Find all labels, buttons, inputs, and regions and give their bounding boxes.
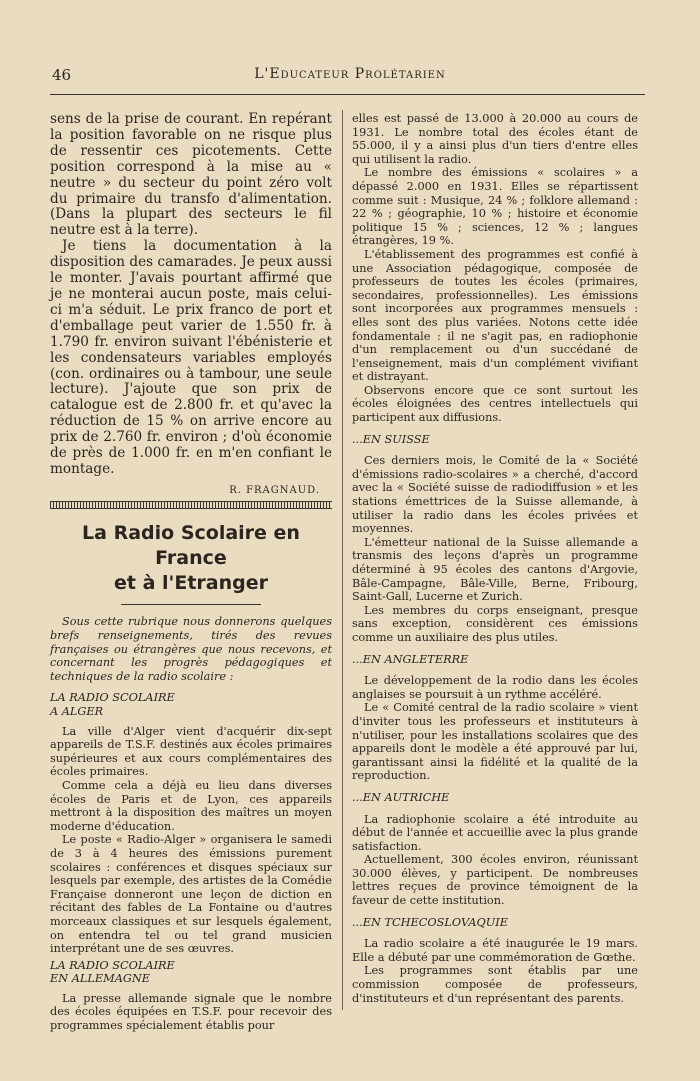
article-paragraph: Les membres du corps enseignant, presque sans exception, considèrent ces émissions comme un auxiliaire des plus utiles. bbox=[352, 603, 638, 644]
section-heading-alger bbox=[50, 691, 332, 718]
section-heading-allemagne bbox=[50, 959, 332, 986]
running-title: L'Educateur Prolétarien bbox=[254, 66, 446, 82]
page-number: 46 bbox=[52, 66, 72, 84]
article-paragraph: Actuellement, 300 écoles environ, réunissant 30.000 élèves, y participent. De nombreuses lettres reçues de province témoignent de la faveur de cette institution. bbox=[352, 853, 638, 908]
article-paragraph: sens de la prise de courant. En repérant la position favorable on ne risque plus de ressentir ces picotements. Cette position correspond à la mise au « neutre » du secteur du point zéro volt du primaire du transfo d'alimentation. (Dans la plupart des secteurs le fil neutre est à la terre). bbox=[50, 111, 332, 239]
section-heading-line: EN ALLEMAGNE bbox=[50, 972, 151, 986]
author-signature: R. FRAGNAUD. bbox=[229, 484, 320, 496]
article-paragraph: Le développement de la rodio dans les écoles anglaises se poursuit à un rythme accéléré. bbox=[352, 674, 638, 701]
section-heading-line: A ALGER bbox=[50, 705, 104, 718]
left-column bbox=[50, 112, 332, 1033]
section-heading-tchecoslovaquie: ...EN TCHECOSLOVAQUIE bbox=[352, 915, 509, 929]
article-paragraph: L'émetteur national de la Suisse allemande a transmis des leçons d'après un programme déterminé à 95 écoles des cantons d'Argovie, Bâle-Campagne, Bâle-Ville, Berne, Fribourg, Saint-Gall, Lucerne et Zurich. bbox=[352, 535, 638, 604]
header-rule bbox=[50, 94, 645, 95]
section-heading-line: LA RADIO SCOLAIRE bbox=[50, 958, 175, 972]
section-heading-suisse: ...EN SUISSE bbox=[352, 432, 430, 446]
article-paragraph: La presse allemande signale que le nombre des écoles équipées en T.S.F. pour recevoir des programmes spécialement établis pour bbox=[50, 991, 332, 1033]
article-paragraph: Observons encore que ce sont surtout les écoles éloignées des centres intellectuels qui participent aux diffusions. bbox=[352, 383, 638, 425]
article-paragraph: Comme cela a déjà eu lieu dans diverses écoles de Paris et de Lyon, ces appareils mettront à la disposition des maîtres un moyen moderne d'éducation. bbox=[50, 778, 332, 833]
article-paragraph: Les programmes sont établis par une commission composée de professeurs, d'instituteurs et d'un représentant des parents. bbox=[352, 964, 638, 1005]
headline-line: et à l'Etranger bbox=[114, 572, 268, 595]
article-paragraph: elles est passé de 13.000 à 20.000 au cours de 1931. Le nombre total des écoles étant de 55.000, il y a ainsi plus d'un tiers d'entre elles qui utilisent la radio. bbox=[352, 112, 638, 166]
article-paragraph: Le poste « Radio-Alger » organisera le samedi de 3 à 4 heures des émissions purement scolaires : conférences et disques spéciaux sur lesquels par exemple, des artistes de la Comédie Française donneront une leçon de diction en récitant des fables de La Fontaine ou d'autres morceaux classiques et sur lesquels également, on entendra tel ou tel grand musicien interprétant une de ses œuvres. bbox=[50, 833, 332, 956]
article-paragraph: La radiophonie scolaire a été introduite au début de l'année et accueillie avec la plus grande satisfaction. bbox=[352, 812, 638, 853]
article-paragraph: La radio scolaire a été inaugurée le 19 mars. Elle a débuté par une commémoration de Gœthe. bbox=[352, 937, 638, 964]
column-divider bbox=[342, 110, 343, 1010]
article-paragraph: Le « Comité central de la radio scolaire » vient d'inviter tous les professeurs et instituteurs à n'utiliser, pour les installations scolaires que des appareils dont le modèle a été approuvé par lui, garantissant ainsi la fidélité et la qualité de la reproduction. bbox=[352, 701, 638, 783]
section-heading-line: LA RADIO SCOLAIRE bbox=[50, 691, 175, 705]
section-heading-autriche: ...EN AUTRICHE bbox=[352, 790, 450, 804]
article-paragraph: Ces derniers mois, le Comité de la « Société d'émissions radio-scolaires » a cherché, d'accord avec la « Société suisse de radiodiffusion » et les stations émettrices de la Suisse allemande, à utiliser la radio dans les écoles privées et moyennes. bbox=[352, 454, 638, 536]
article-headline bbox=[50, 521, 332, 596]
article-paragraph: La ville d'Alger vient d'acquérir dix-sept appareils de T.S.F. destinés aux écoles primaires supérieures et aux cours complémentaires des écoles primaires. bbox=[50, 724, 332, 779]
decorative-rule bbox=[50, 501, 332, 509]
right-column bbox=[352, 112, 638, 1005]
section-heading-angleterre: ...EN ANGLETERRE bbox=[352, 652, 469, 666]
intro-paragraph: Sous cette rubrique nous donnerons quelques brefs renseignements, tirés des revues françaises ou étrangères que nous recevons, et concernant les progrès pédagogiques et techniques de la radio scolaire : bbox=[50, 615, 332, 683]
article-paragraph: L'établissement des programmes est confié à une Association pédagogique, composée de professeurs de toutes les écoles (primaires, secondaires, professionnelles). Les émissions sont incorporées aux programmes mensuels : elles sont des plus variées. Notons cette idée fondamentale : il ne s'agit pas, en radiophonie d'un remplacement ou d'un succédané de l'enseignement, mais d'un complément vivifiant et distrayant. bbox=[352, 247, 638, 384]
article-paragraph: Le nombre des émissions « scolaires » a dépassé 2.000 en 1931. Elles se répartissent comme suit : Musique, 24 % ; folklore allemand : 22 % ; géographie, 10 % ; histoire et économie politique 15 % ; sciences, 12 % ; langues étrangères, 19 %. bbox=[352, 166, 638, 248]
headline-line: La Radio Scolaire en France bbox=[82, 522, 300, 570]
article-paragraph: Je tiens la documentation à la disposition des camarades. Je peux aussi le monter. J'avais pourtant affirmé que je ne monterai aucun poste, mais celui-ci m'a séduit. Le prix franco de port et d'emballage peut varier de 1.550 fr. à 1.790 fr. environ suivant l'ébénisterie et les condensateurs variables employés (con. ordinaires ou à tambour, une seule lecture). J'ajoute que son prix de catalogue est de 2.800 fr. et qu'avec la réduction de 15 % on arrive encore au prix de 2.760 fr. environ ; d'où économie de près de 1.000 fr. en m'en confiant le montage. bbox=[50, 238, 332, 477]
divider bbox=[121, 604, 261, 605]
